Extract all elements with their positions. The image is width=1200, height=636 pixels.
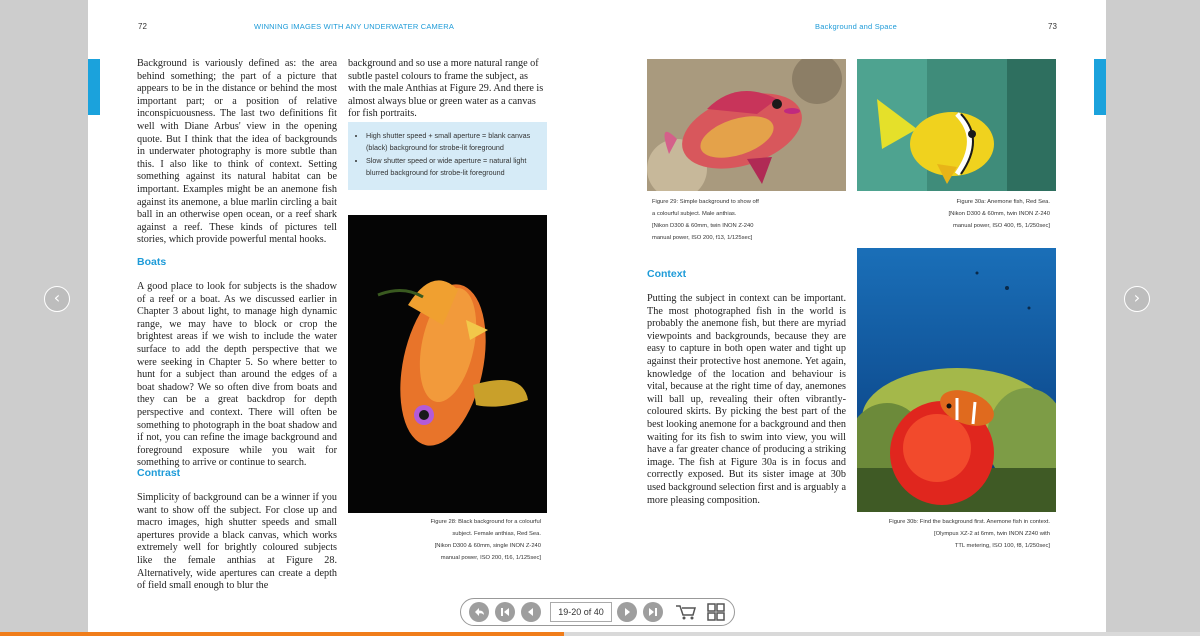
figure-30a-caption [857,196,1050,232]
thumbnails-button[interactable] [705,602,727,622]
return-icon [469,602,489,622]
caption-line: Figure 30a: Anemone fish, Red Sea. [956,199,1050,205]
cart-button[interactable] [675,602,697,622]
previous-spread-button[interactable] [44,286,70,312]
viewer-background-left [0,0,88,636]
chevron-left-icon: ‹ [53,288,61,307]
reading-progress-fill [0,632,564,636]
running-header-left: WINNING IMAGES WITH ANY UNDERWATER CAMERA [254,22,455,31]
caption-line: Figure 28: Black background for a colourful [430,519,541,525]
figure-30b-caption [837,516,1050,552]
reading-progress-bar [0,632,1200,636]
chapter-tab-left [88,59,100,115]
context-heading: Context [647,268,687,280]
column2-paragraph: background and so use a more natural range of subtle pastel colours to frame the subject, as with the male Anthias at Figure 29. And there is almost always blue or green water as a canvas for fish portraits. [348,58,544,120]
caption-line: [Olympus XZ-2 at 6mm, twin INON Z240 with [934,531,1050,537]
previous-page-icon [521,602,541,622]
back-button[interactable] [469,602,489,622]
left-page [88,0,597,632]
figure-28-caption [348,516,541,564]
grid-icon [705,602,727,622]
contrast-heading: Contrast [137,467,181,479]
caption-line: [Nikon D300 & 60mm, twin INON Z-240 [948,211,1050,217]
tip-item: • High shutter speed + small aperture = blank canvas (black) background for strobe-lit foreground [366,130,541,154]
next-page-button[interactable] [617,602,637,622]
page-indicator[interactable]: 19-20 of 40 [550,602,612,622]
cart-icon [675,602,697,622]
viewer-toolbar [460,598,735,626]
first-page-button[interactable] [495,602,515,622]
previous-page-button[interactable] [521,602,541,622]
tip-item: • Slow shutter speed or wide aperture = natural light blurred background for strobe-lit foreground [366,155,541,179]
last-page-icon [643,602,663,622]
figure-29-photo [647,59,846,191]
caption-line: manual power, ISO 200, f16, 1/125sec] [440,555,541,561]
caption-line: a colourful subject. Male anthias. [652,211,737,217]
next-page-icon [617,602,637,622]
first-page-icon [495,602,515,622]
running-header-right: Background and Space [815,22,897,31]
figure-30a-photo [857,59,1056,191]
caption-line: [Nikon D300 & 60mm, single INON Z-240 [434,543,541,549]
page-number-left: 72 [138,22,147,31]
caption-line: manual power, ISO 200, f13, 1/125sec] [652,235,753,241]
contrast-paragraph: Simplicity of background can be a winner if you want to show off the subject. For close up and macro images, high shutter speeds and small apertures provide a black canvas, which works extremely well for brightly coloured subjects like the female anthias at Figure 28. Alternatively, wide apertures can create a depth of field small enough to blur the [137,492,337,592]
page-number-right: 73 [1048,22,1057,31]
caption-line: TTL metering, ISO 100, f8, 1/250sec] [954,543,1050,549]
figure-28-photo [348,215,547,513]
boats-paragraph: A good place to look for subjects is the shadow of a reef or a boat. As we discussed earlier in Chapter 3 about light, to manage high dynamic range, we may have to block or crop the brightest areas if we wish to include the water surface to add the depth perspective that we were seeking in Chapter 5. So where better to hunt for a subject than around the edges of a boat shadow? We so often dive from boats and they can be a great backdrop for depth perspective and context. There will often be something to photograph in the boat shadow and if not, you can refine the image background and foreground exposure while you wait for something to arrive or continue to search. [137,281,337,469]
tip-box [348,122,547,190]
figure-29-caption [652,196,842,244]
chevron-right-icon: › [1133,288,1141,307]
figure-30b-photo [857,248,1056,512]
viewer-background-right [1106,0,1200,636]
intro-paragraph: Background is variously defined as: the area behind something; the part of a picture that appears to be in the distance or behind the most important part; or a position of relative inconspicuousness. The last two definitions fit well with Diane Arbus' view in the opening quote. But I think that the idea of backgrounds in underwater photography is more subtle than this. I also like to think of context. Setting something against its natural habitat can be important. Examples might be an anemone fish against its anemone, a blue marlin circling a bait ball in an otherwise open ocean, or a reef shark against a reef. These kinds of pictures tell stories, which provide powerful mental hooks. [137,58,337,246]
context-paragraph: Putting the subject in context can be important. The most photographed fish in the world is probably the anemone fish, but there are myriad viewpoints and backgrounds, because they are easy to capture in both open water and tight up against their protective host anemone. Yet again, knowledge of the location and behaviour is vital, because at the right time of day, anemones will ball up, revealing their often vibrantly-coloured skirts. By picking the best part of the best looking anemone for a background and then waiting for its fish to swim into view, you will have a far greater chance of producing a striking image. The fish at Figure 30a is in focus and correctly exposed. But its sister image at 30b used background selection first and is arguably a more pleasing composition. [647,293,846,506]
right-page [597,0,1106,632]
caption-line: Figure 30b: Find the background first. Anemone fish in context. [888,519,1050,525]
boats-heading: Boats [137,256,167,268]
caption-line: Figure 29: Simple background to show off [652,199,759,205]
chapter-tab-right [1094,59,1106,115]
caption-line: subject. Female anthias, Red Sea. [452,531,541,537]
caption-line: manual power, ISO 400, f5, 1/250sec] [953,223,1050,229]
last-page-button[interactable] [643,602,663,622]
caption-line: [Nikon D300 & 60mm, twin INON Z-240 [652,223,754,229]
next-spread-button[interactable] [1124,286,1150,312]
